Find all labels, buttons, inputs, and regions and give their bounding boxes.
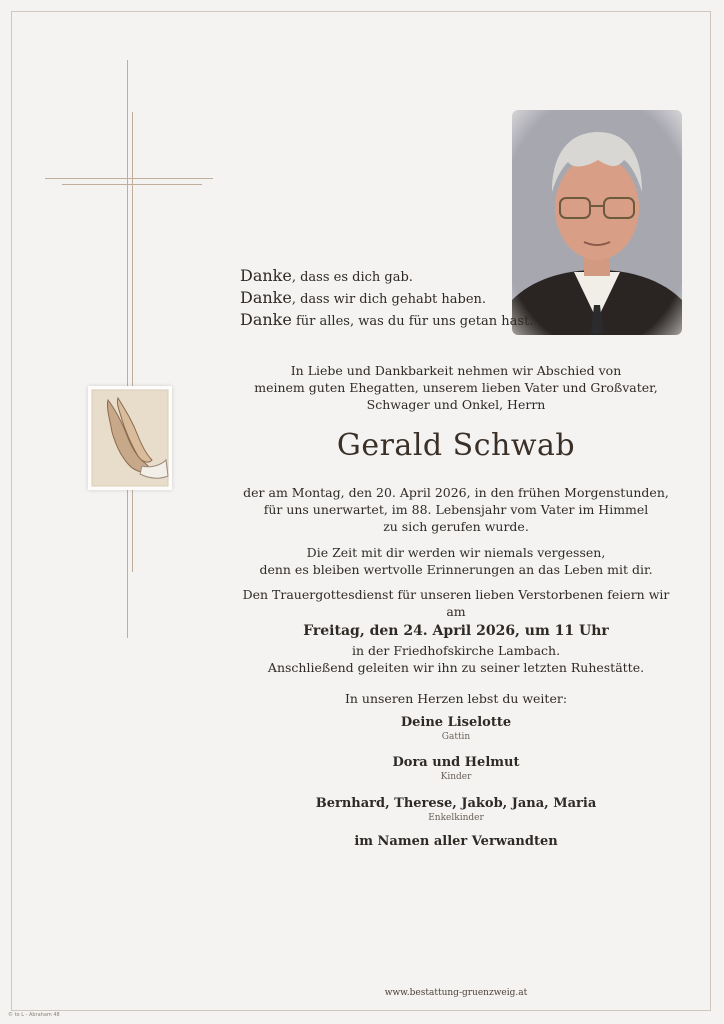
cross-vertical-line [127,60,128,638]
mourner-entry: Bernhard, Therese, Jakob, Jana, Maria Enkelkinder [315,796,597,823]
danke-verse [240,266,533,332]
deceased-name: Gerald Schwab [336,428,576,463]
danke-line: Danke, dass wir dich gehabt haben. [240,288,487,307]
mourner-entry: Dora und Helmut Kinder [392,755,520,782]
memory-text: Die Zeit mit dir werden wir niemals vergessen, denn es bleiben wertvolle Erinnerungen an das Leben mit dir. [259,545,653,577]
service-date: Freitag, den 24. April 2026, um 11 Uhr [303,623,609,639]
intro-text: In Liebe und Dankbarkeit nehmen wir Abschied von meinem guten Ehegatten, unserem lieben Vater und Großvater, Schwager und Onkel, Herrn [254,363,658,412]
cross-horizontal-line-inner [62,184,202,185]
praying-hands-image [88,386,172,490]
portrait-photo [512,110,682,335]
mourner-entry: Deine Liselotte Gattin [400,715,512,742]
danke-line: Danke, dass es dich gab. [240,266,413,285]
hearts-line: In unseren Herzen lebst du weiter: [344,691,568,706]
service-info: Den Trauergottesdienst für unseren lieben Verstorbenen feiern wir am Freitag, den 24. April 2026, um 11 Uhr in der Friedhofskirche Lambach. Anschließend geleiten wir ihn zu seiner letzten Ruhestätte. [236,586,676,676]
danke-line: Danke für alles, was du für uns getan hast. [240,310,534,329]
imprint-text: © to L - Abraham 48 [8,1012,60,1018]
death-details: der am Montag, den 20. April 2026, in den frühen Morgenstunden, für uns unerwartet, im 88. Lebensjahr vom Vater im Himmel zu sich gerufen wurde. [243,485,669,534]
website-link[interactable]: www.bestattung-gruenzweig.at [384,988,528,998]
cross-horizontal-line [45,178,213,179]
cross-vertical-line-inner [132,112,133,572]
closing-line: im Namen aller Verwandten [354,834,558,849]
